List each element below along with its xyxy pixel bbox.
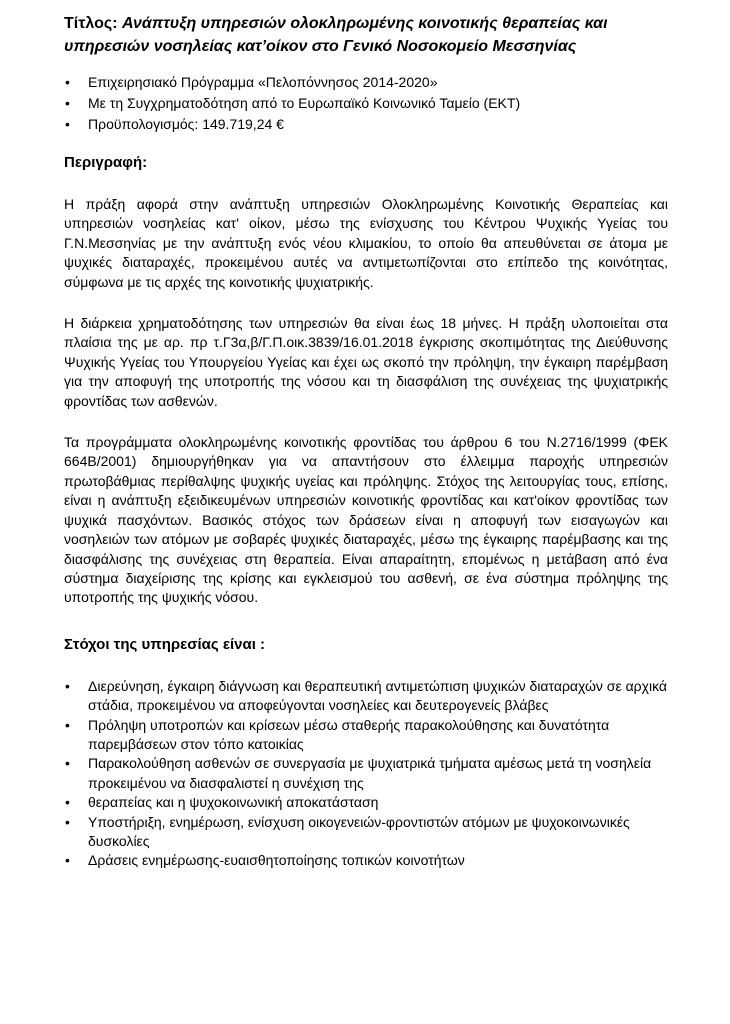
document-content: [64, 12, 668, 871]
goal-item: • Διερεύνηση, έγκαιρη διάγνωση και θεραπευτική αντιμετώπιση ψυχικών διαταραχών σε αρχικά στάδια, προκειμένου να αποφεύγονται νοσηλείες και δευτερογενείς βλάβες: [64, 677, 668, 716]
goal-item: • θεραπείας και η ψυχοκοινωνική αποκατάσταση: [64, 793, 668, 812]
title-text: Ανάπτυξη υπηρεσιών ολοκληρωμένης κοινοτικής θεραπείας και υπηρεσιών νοσηλείας κατ’οίκον στο Γενικό Νοσοκομείο Μεσσηνίας: [64, 15, 608, 55]
title-label: Τίτλος:: [64, 15, 118, 32]
description-paragraph-1: Η πράξη αφορά στην ανάπτυξη υπηρεσιών Ολοκληρωμένης Κοινοτικής Θεραπείας και υπηρεσιών νοσηλείας κατ' οίκον, μέσω της ενίσχυσης του Κέντρου Ψυχικής Υγείας του Γ.Ν.Μεσσηνίας με την ανάπτυξη ενός νέου κλιμακίου, το οποίο θα απευθύνεται σε άτομα με ψυχικές διαταραχές, προκειμένου αυτές να αντιμετωπίζονται στο επίπεδο της κοινότητας, σύμφωνα με τις αρχές της κοινοτικής ψυχιατρικής.: [64, 196, 668, 290]
info-item-program: • Επιχειρησιακό Πρόγραμμα «Πελοπόννησος 2014-2020»: [64, 72, 668, 93]
info-list: [64, 72, 668, 135]
description-paragraph-3: Τα προγράμματα ολοκληρωμένης κοινοτικής φροντίδας του άρθρου 6 του Ν.2716/1999 (ΦΕΚ 664Β/2001) δημιουργήθηκαν για να απαντήσουν στο έλλειμμα παροχής υπηρεσιών πρωτοβάθμιας περίθαλψης ψυχικής υγείας και πρόληψης. Στόχος της λειτουργίας τους, επίσης, είναι η ανάπτυξη εξειδικευμένων υπηρεσιών κοινοτικής φροντίδας και κατ'οίκον φροντίδας των ψυχικά πασχόντων. Βασικός στόχος των δράσεων είναι η αποφυγή των εισαγωγών και νοσηλειών των ατόμων με σοβαρές ψυχικές διαταραχές, μέσω της έγκαιρης παρέμβασης και της διασφάλισης της συνέχειας στη θεραπεία. Είναι απαραίτητη, επομένως η μετάβαση από ένα σύστημα διαχείρισης της κρίσης και εγκλεισμού του ασθενή, σε ένα σύστημα πρόληψης της υποτροπής της ψυχικής νόσου.: [64, 434, 668, 606]
document-title: [64, 12, 668, 58]
goal-item: • Υποστήριξη, ενημέρωση, ενίσχυση οικογενειών-φροντιστών ατόμων με ψυχοκοινωνικές δυσκολίες: [64, 813, 668, 852]
goal-item: • Δράσεις ενημέρωσης-ευαισθητοποίησης τοπικών κοινοτήτων: [64, 851, 668, 870]
info-item-funding: • Με τη Συγχρηματοδότηση από το Ευρωπαϊκό Κοινωνικό Ταμείο (ΕΚΤ): [64, 93, 668, 114]
info-item-budget: • Προϋπολογισμός: 149.719,24 €: [64, 114, 668, 135]
goals-list: [64, 677, 668, 871]
goals-heading: Στόχοι της υπηρεσίας είναι :: [64, 635, 266, 653]
description-heading: Περιγραφή:: [64, 154, 148, 171]
description-paragraph-2: Η διάρκεια χρηματοδότησης των υπηρεσιών θα είναι έως 18 μήνες. Η πράξη υλοποιείται στα πλαίσια της με αρ. πρ τ.Γ3α,β/Γ.Π.οικ.3839/16.01.2018 έγκρισης σκοπιμότητας της Διεύθυνσης Ψυχικής Υγείας του Υπουργείου Υγείας και έχει ως σκοπό την πρόληψη, την έγκαιρη παρέμβαση για την αποφυγή της υποτροπής της νόσου και τη διασφάλιση της συνέχειας της ψυχιατρικής φροντίδας των ασθενών.: [64, 315, 668, 409]
goal-item: • Πρόληψη υποτροπών και κρίσεων μέσω σταθερής παρακολούθησης και δυνατότητα παρεμβάσεων στον τόπο κατοικίας: [64, 716, 668, 755]
goal-item: • Παρακολούθηση ασθενών σε συνεργασία με ψυχιατρικά τμήματα αμέσως μετά τη νοσηλεία προκειμένου να διασφαλιστεί η συνέχιση της: [64, 754, 668, 793]
